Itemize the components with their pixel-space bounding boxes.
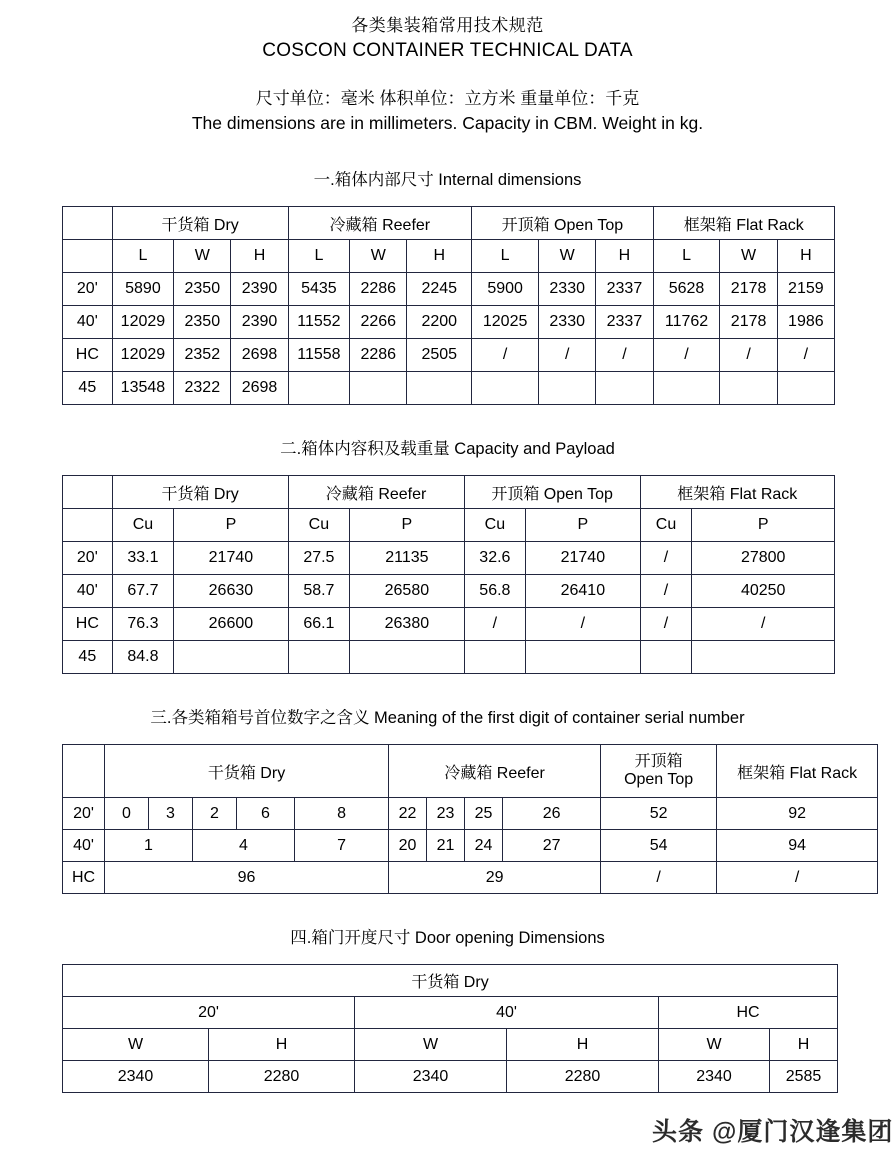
cell-value: 4 bbox=[193, 830, 295, 862]
cell-value: / bbox=[464, 608, 526, 641]
cell-value: 2286 bbox=[350, 273, 407, 306]
cell-value: 84.8 bbox=[112, 641, 174, 674]
section-2-table-wrap bbox=[0, 475, 895, 674]
cell-value: 2330 bbox=[539, 306, 596, 339]
cell-value bbox=[350, 641, 464, 674]
subhead-opentop-cu: Cu bbox=[464, 509, 526, 542]
subhead-opentop-p: P bbox=[526, 509, 640, 542]
cell-value: 2350 bbox=[174, 306, 231, 339]
subhead-reefer-p: P bbox=[350, 509, 464, 542]
cell-value: 5435 bbox=[288, 273, 350, 306]
cell-value: 2178 bbox=[720, 273, 777, 306]
subhead-hc-w: W bbox=[659, 1029, 770, 1061]
cell-value: 2266 bbox=[350, 306, 407, 339]
row-label: 40' bbox=[63, 575, 113, 608]
cell-value: / bbox=[717, 862, 878, 894]
cell-value bbox=[174, 641, 288, 674]
subhead-dry-cu: Cu bbox=[112, 509, 174, 542]
cell-value: 21740 bbox=[174, 542, 288, 575]
cell-value: / bbox=[472, 339, 539, 372]
cell-value: 40250 bbox=[692, 575, 835, 608]
table-row bbox=[63, 542, 835, 575]
row-label: HC bbox=[63, 339, 113, 372]
internal-dimensions-table bbox=[62, 206, 835, 405]
cell-value: 25 bbox=[465, 798, 503, 830]
table-row bbox=[63, 798, 878, 830]
cell-value: 2505 bbox=[407, 339, 472, 372]
table-row bbox=[63, 862, 878, 894]
cell-value bbox=[526, 641, 640, 674]
subhead-flatrack-cu: Cu bbox=[640, 509, 692, 542]
cell-value: 8 bbox=[295, 798, 389, 830]
table-row bbox=[63, 306, 835, 339]
cell-value: 5890 bbox=[112, 273, 174, 306]
group-head-dry: 干货箱 Dry bbox=[112, 476, 288, 509]
cell-value: 26600 bbox=[174, 608, 288, 641]
cell-value: 2178 bbox=[720, 306, 777, 339]
cell-value: / bbox=[640, 575, 692, 608]
table-subheader-row bbox=[63, 240, 835, 273]
group-head-open-top: 开顶箱 Open Top bbox=[472, 207, 653, 240]
cell-value: 2340 bbox=[355, 1061, 507, 1093]
cell-value: 32.6 bbox=[464, 542, 526, 575]
row-label: 40' bbox=[63, 830, 105, 862]
table-row bbox=[63, 575, 835, 608]
cell-value: 2245 bbox=[407, 273, 472, 306]
subhead-40-w: W bbox=[355, 1029, 507, 1061]
table-header-row bbox=[63, 476, 835, 509]
subhead-opentop-h: H bbox=[596, 240, 653, 273]
cell-value: 2280 bbox=[507, 1061, 659, 1093]
cell-value: 2159 bbox=[777, 273, 834, 306]
corner-cell bbox=[63, 476, 113, 509]
subhead-dry-l: L bbox=[112, 240, 174, 273]
cell-value: 12029 bbox=[112, 339, 174, 372]
cell-value bbox=[350, 372, 407, 405]
section-3-heading: 三.各类箱箱号首位数字之含义 Meaning of the first digit of container serial number bbox=[150, 709, 745, 727]
cell-value bbox=[640, 641, 692, 674]
table-row bbox=[63, 830, 878, 862]
table-row bbox=[63, 608, 835, 641]
group-head-open-top: 开顶箱 Open Top bbox=[464, 476, 640, 509]
cell-value: 92 bbox=[717, 798, 878, 830]
cell-value: 52 bbox=[601, 798, 717, 830]
cell-value: / bbox=[720, 339, 777, 372]
cell-value: 2337 bbox=[596, 306, 653, 339]
size-head-40: 40' bbox=[355, 997, 659, 1029]
cell-value: 29 bbox=[389, 862, 601, 894]
cell-value: / bbox=[653, 339, 720, 372]
cell-value: 33.1 bbox=[112, 542, 174, 575]
cell-value: 11552 bbox=[288, 306, 350, 339]
corner-cell bbox=[63, 240, 113, 273]
section-3-table-wrap bbox=[0, 744, 895, 894]
cell-value: 6 bbox=[237, 798, 295, 830]
title-chinese: 各类集装箱常用技术规范 bbox=[351, 16, 544, 35]
row-label: 40' bbox=[63, 306, 113, 339]
units-note bbox=[0, 86, 895, 136]
corner-cell bbox=[63, 207, 113, 240]
cell-value: 26580 bbox=[350, 575, 464, 608]
subhead-reefer-cu: Cu bbox=[288, 509, 350, 542]
cell-value bbox=[464, 641, 526, 674]
group-head-open-top-cn: 开顶箱 bbox=[634, 753, 683, 770]
cell-value: 27.5 bbox=[288, 542, 350, 575]
subhead-opentop-l: L bbox=[472, 240, 539, 273]
cell-value: 11762 bbox=[653, 306, 720, 339]
watermark-text: 头条 @厦门汉逢集团 bbox=[652, 1118, 894, 1146]
cell-value: 2 bbox=[193, 798, 237, 830]
cell-value bbox=[539, 372, 596, 405]
cell-value: 27800 bbox=[692, 542, 835, 575]
section-2-heading: 二.箱体内容积及载重量 Capacity and Payload bbox=[280, 440, 615, 458]
cell-value: 2698 bbox=[231, 339, 288, 372]
subhead-40-h: H bbox=[507, 1029, 659, 1061]
table-size-row bbox=[63, 997, 838, 1029]
units-note-english: The dimensions are in millimeters. Capacity in CBM. Weight in kg. bbox=[191, 113, 704, 133]
subhead-reefer-w: W bbox=[350, 240, 407, 273]
cell-value: 27 bbox=[503, 830, 601, 862]
door-opening-table bbox=[62, 964, 838, 1093]
group-head-open-top bbox=[601, 745, 717, 798]
table-header-row bbox=[63, 965, 838, 997]
capacity-payload-table bbox=[62, 475, 835, 674]
cell-value: 26 bbox=[503, 798, 601, 830]
subhead-hc-h: H bbox=[770, 1029, 838, 1061]
cell-value: 94 bbox=[717, 830, 878, 862]
group-head-flat-rack: 框架箱 Flat Rack bbox=[717, 745, 878, 798]
cell-value: 76.3 bbox=[112, 608, 174, 641]
cell-value: 23 bbox=[427, 798, 465, 830]
size-head-hc: HC bbox=[659, 997, 838, 1029]
row-label: 45 bbox=[63, 641, 113, 674]
row-label: HC bbox=[63, 608, 113, 641]
row-label: 45 bbox=[63, 372, 113, 405]
table-header-row bbox=[63, 207, 835, 240]
table-header-row bbox=[63, 745, 878, 798]
subhead-opentop-w: W bbox=[539, 240, 596, 273]
cell-value: 12029 bbox=[112, 306, 174, 339]
group-head-flat-rack: 框架箱 Flat Rack bbox=[653, 207, 834, 240]
cell-value: 21740 bbox=[526, 542, 640, 575]
subhead-dry-w: W bbox=[174, 240, 231, 273]
cell-value: / bbox=[777, 339, 834, 372]
group-head-dry: 干货箱 Dry bbox=[112, 207, 288, 240]
table-row bbox=[63, 641, 835, 674]
group-head-dry: 干货箱 Dry bbox=[105, 745, 389, 798]
subhead-flatrack-p: P bbox=[692, 509, 835, 542]
cell-value: 2698 bbox=[231, 372, 288, 405]
cell-value: 22 bbox=[389, 798, 427, 830]
cell-value: 2350 bbox=[174, 273, 231, 306]
cell-value: 58.7 bbox=[288, 575, 350, 608]
cell-value: 2286 bbox=[350, 339, 407, 372]
corner-cell bbox=[63, 745, 105, 798]
group-head-reefer: 冷藏箱 Reefer bbox=[288, 476, 464, 509]
cell-value: 5628 bbox=[653, 273, 720, 306]
corner-cell bbox=[63, 509, 113, 542]
cell-value: / bbox=[539, 339, 596, 372]
cell-value bbox=[472, 372, 539, 405]
cell-value: 2340 bbox=[659, 1061, 770, 1093]
table-subheader-row bbox=[63, 1029, 838, 1061]
table-row bbox=[63, 273, 835, 306]
cell-value: 2330 bbox=[539, 273, 596, 306]
cell-value: 2390 bbox=[231, 306, 288, 339]
cell-value: 54 bbox=[601, 830, 717, 862]
group-head-reefer: 冷藏箱 Reefer bbox=[389, 745, 601, 798]
document-header bbox=[0, 0, 895, 136]
cell-value: 2280 bbox=[209, 1061, 355, 1093]
cell-value: 7 bbox=[295, 830, 389, 862]
subhead-reefer-h: H bbox=[407, 240, 472, 273]
subhead-20-w: W bbox=[63, 1029, 209, 1061]
cell-value: 26630 bbox=[174, 575, 288, 608]
row-label: HC bbox=[63, 862, 105, 894]
title-english: COSCON CONTAINER TECHNICAL DATA bbox=[262, 40, 633, 61]
row-label: 20' bbox=[63, 273, 113, 306]
cell-value: 66.1 bbox=[288, 608, 350, 641]
cell-value: / bbox=[640, 542, 692, 575]
table-row bbox=[63, 372, 835, 405]
cell-value bbox=[288, 641, 350, 674]
cell-value: 2340 bbox=[63, 1061, 209, 1093]
cell-value: / bbox=[601, 862, 717, 894]
cell-value: / bbox=[640, 608, 692, 641]
cell-value: 3 bbox=[149, 798, 193, 830]
subhead-flatrack-l: L bbox=[653, 240, 720, 273]
cell-value: 13548 bbox=[112, 372, 174, 405]
cell-value: / bbox=[526, 608, 640, 641]
cell-value: / bbox=[596, 339, 653, 372]
cell-value: 96 bbox=[105, 862, 389, 894]
cell-value bbox=[692, 641, 835, 674]
section-4-heading: 四.箱门开度尺寸 Door opening Dimensions bbox=[290, 929, 605, 947]
serial-first-digit-table bbox=[62, 744, 878, 894]
cell-value: 2390 bbox=[231, 273, 288, 306]
size-head-20: 20' bbox=[63, 997, 355, 1029]
section-1-table-wrap bbox=[0, 206, 895, 405]
cell-value: 21135 bbox=[350, 542, 464, 575]
cell-value: 1 bbox=[105, 830, 193, 862]
cell-value: 21 bbox=[427, 830, 465, 862]
table-row bbox=[63, 1061, 838, 1093]
cell-value: 2200 bbox=[407, 306, 472, 339]
cell-value: 26380 bbox=[350, 608, 464, 641]
cell-value: 67.7 bbox=[112, 575, 174, 608]
group-head-open-top-en: Open Top bbox=[624, 771, 694, 788]
row-label: 20' bbox=[63, 542, 113, 575]
row-label: 20' bbox=[63, 798, 105, 830]
cell-value: 0 bbox=[105, 798, 149, 830]
cell-value: 24 bbox=[465, 830, 503, 862]
cell-value: / bbox=[692, 608, 835, 641]
subhead-20-h: H bbox=[209, 1029, 355, 1061]
cell-value: 26410 bbox=[526, 575, 640, 608]
cell-value bbox=[653, 372, 720, 405]
section-1-heading: 一.箱体内部尺寸 Internal dimensions bbox=[313, 171, 582, 189]
subhead-flatrack-w: W bbox=[720, 240, 777, 273]
units-note-chinese: 尺寸单位：毫米 体积单位：立方米 重量单位：千克 bbox=[255, 89, 640, 108]
cell-value bbox=[777, 372, 834, 405]
section-4-table-wrap bbox=[0, 964, 895, 1093]
group-head-dry: 干货箱 Dry bbox=[63, 965, 838, 997]
group-head-reefer: 冷藏箱 Reefer bbox=[288, 207, 472, 240]
cell-value: 20 bbox=[389, 830, 427, 862]
cell-value: 2585 bbox=[770, 1061, 838, 1093]
cell-value bbox=[407, 372, 472, 405]
cell-value: 5900 bbox=[472, 273, 539, 306]
cell-value: 1986 bbox=[777, 306, 834, 339]
table-row bbox=[63, 339, 835, 372]
cell-value: 56.8 bbox=[464, 575, 526, 608]
subhead-dry-p: P bbox=[174, 509, 288, 542]
cell-value: 11558 bbox=[288, 339, 350, 372]
table-subheader-row bbox=[63, 509, 835, 542]
group-head-flat-rack: 框架箱 Flat Rack bbox=[640, 476, 834, 509]
subhead-dry-h: H bbox=[231, 240, 288, 273]
cell-value bbox=[288, 372, 350, 405]
subhead-flatrack-h: H bbox=[777, 240, 834, 273]
cell-value: 2352 bbox=[174, 339, 231, 372]
cell-value: 2322 bbox=[174, 372, 231, 405]
subhead-reefer-l: L bbox=[288, 240, 350, 273]
cell-value: 12025 bbox=[472, 306, 539, 339]
cell-value bbox=[720, 372, 777, 405]
cell-value bbox=[596, 372, 653, 405]
cell-value: 2337 bbox=[596, 273, 653, 306]
